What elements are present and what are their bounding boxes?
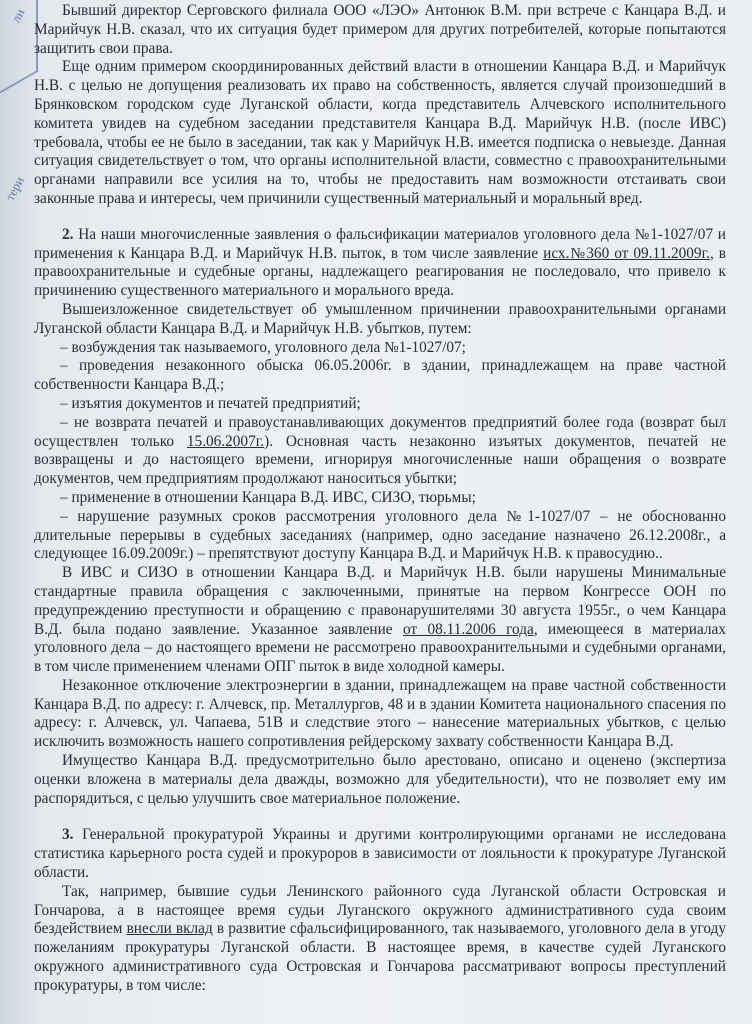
paragraph-9 [34,883,726,996]
list-item-3: – изъятия документов и печатей предприятий; [60,394,361,412]
stamp-text-bottom: тери [2,173,27,204]
paragraph-9-underlined: внесли вклад [126,920,213,938]
paragraph-8-text: Генеральной прокуратурой Украины и другими контролирующими органами не исследована статистика карьерного роста судей и прокуроров в зависимости от лояльности к прокуратуре Луганской области. [34,826,726,882]
document-body [34,2,726,996]
paragraph-5-text-a: В ИВС и СИЗО в отношении Канцара В.Д. и Марийчук Н.В. были нарушены Минимальные стандартные правила обращения с заключенными, принятые на первом Конгрессе ООН по предупреждению преступности и обращению с правонарушителями 30 августа 1955г., о чем Канцара В.Д. была подано заявление. Указанное заявление [34,564,726,638]
list-item-1: – возбуждения так называемого, уголовного дела №1-1027/07; [60,338,466,356]
paragraph-1: Бывший директор Серговского филиала ООО «ЛЭО» Антонюк В.М. при встрече с Канцара В.Д. и Марийчук Н.В. сказал, что их ситуация будет примером для других потребителей, которые попытаются защитить свои права. [34,2,726,57]
list-item-4-text-a: – не возврата печатей и правоустанавливающих документов предприятий более года (возврат был осуществлен только [34,413,726,450]
list-item-4-underlined: 15.06.2007г. [186,432,265,450]
paragraph-3-text-b: , в правоохранительные и судебные органы, надлежащего реагирования не последовало, что привело к причинению существенного материального и морального вреда. [34,244,726,300]
section-number-3: 3. [62,826,74,844]
list-item-6: – нарушение разумных сроков рассмотрения уголовного дела №1-1027/07 – не обоснованно длительные перерывы в судебных заседаниях (например, одно заседание назначено 26.12.2008г., а следующее 16.09.2009г.) – препятствуют доступу Канцара В.Д. и Марийчук Н.В. к правосудию.. [34,507,726,563]
list-item-4 [34,414,726,489]
section-number-2: 2. [62,225,74,243]
paragraph-5-underlined: от 08.11.2006 года [402,620,534,638]
paragraph-8 [34,826,726,882]
paragraph-4: Вышеизложенное свидетельствует об умышленном причинении правоохранительными органами Луганской области Канцара В.Д. и Марийчук Н.В. убытков, путем: [34,300,726,337]
list-item-2: – проведения незаконного обыска 06.05.2006г. в здании, принадлежащем на праве частной собственности Канцара В.Д.; [34,357,726,394]
paragraph-3 [34,226,726,301]
paragraph-3-underlined: исх.№360 от 09.11.2009г. [543,244,710,262]
stamp-text-top: ли [8,6,28,26]
paragraph-5-text-b: , имеющееся в материалах уголовного дела – до настоящего времени не рассмотрено правоохранительными и судебными органами, в том числе применением членами ОПГ пыток в виде холодной камеры. [34,620,726,676]
paragraph-7: Имущество Канцара В.Д. предусмотрительно было арестовано, описано и оценено (экспертиза оценки вложена в материалы дела дважды, возможно для убедительности), что не позволяет ему им распорядиться, с целью улучшить свое материальное положение. [34,752,726,807]
paragraph-9-text-b: в развитие сфальсифицированного, так называемого, уголовного дела в угоду пожеланиям прокуратуры Луганской области. В настоящее время, в качестве судей Луганского окружного административного суда Островская и Гончарова рассматривают вопросы преступлений прокуратуры, в том числе: [34,920,727,994]
paragraph-6: Незаконное отключение электроэнергии в здании, принадлежащем на праве частной собственности Канцара В.Д. по адресу: г. Алчевск, пр. Металлургов, 48 и в здании Комитета национального спасения по адресу: г. Алчевск, ул. Чапаева, 51В и следствие этого – нанесение материальных убытков, с целью исключить возможность нашего сопротивления рейдерскому захвату собственности Канцара В.Д. [34,676,726,751]
list-item-4-text-b: ). Основная часть незаконно изъятых документов, печатей не возвращены и до настоящего времени, игнорируя многочисленные наши обращения о возврате документов, чем предприятиям продолжают наноситься убытки; [34,432,726,488]
list-item-5: – применение в отношении Канцара В.Д. ИВС, СИЗО, тюрьмы; [60,488,476,506]
paragraph-9-text-a: Так, например, бывшие судьи Ленинского районного суда Луганской области Островская и Гончарова, а в настоящее время судьи Луганского окружного административного суда своим бездействием [34,882,726,938]
paragraph-2: Еще одним примером скоординированных действий власти в отношении Канцара В.Д. и Марийчук Н.В. с целью не допущения реализовать их право на собственность, является случай произошедший в Брянковском городском суде Луганской области, когда представитель Алчевского исполнительного комитета увидев на судебном заседании представителя Канцара В.Д. Марийчук Н.В. (после ИВС) требовала, чтобы ее не было в заседании, так как у Марийчук Н.В. имеется подписка о невыезде. Данная ситуация свидетельствует о том, что органы исполнительной власти, совместно с правоохранительными органами направили все усилия на то, чтобы не предоставить нам возможности отстаивать свои законные права и интересы, чем причинили существенный материальный и моральный вред. [34,58,726,207]
paragraph-3-text-a: На наши многочисленные заявления о фальсификации материалов уголовного дела №1-1027/07 и применения к Канцара В.Д. и Марийчук Н.В. пыток, в том числе заявление [34,225,726,262]
paragraph-5 [34,564,726,677]
